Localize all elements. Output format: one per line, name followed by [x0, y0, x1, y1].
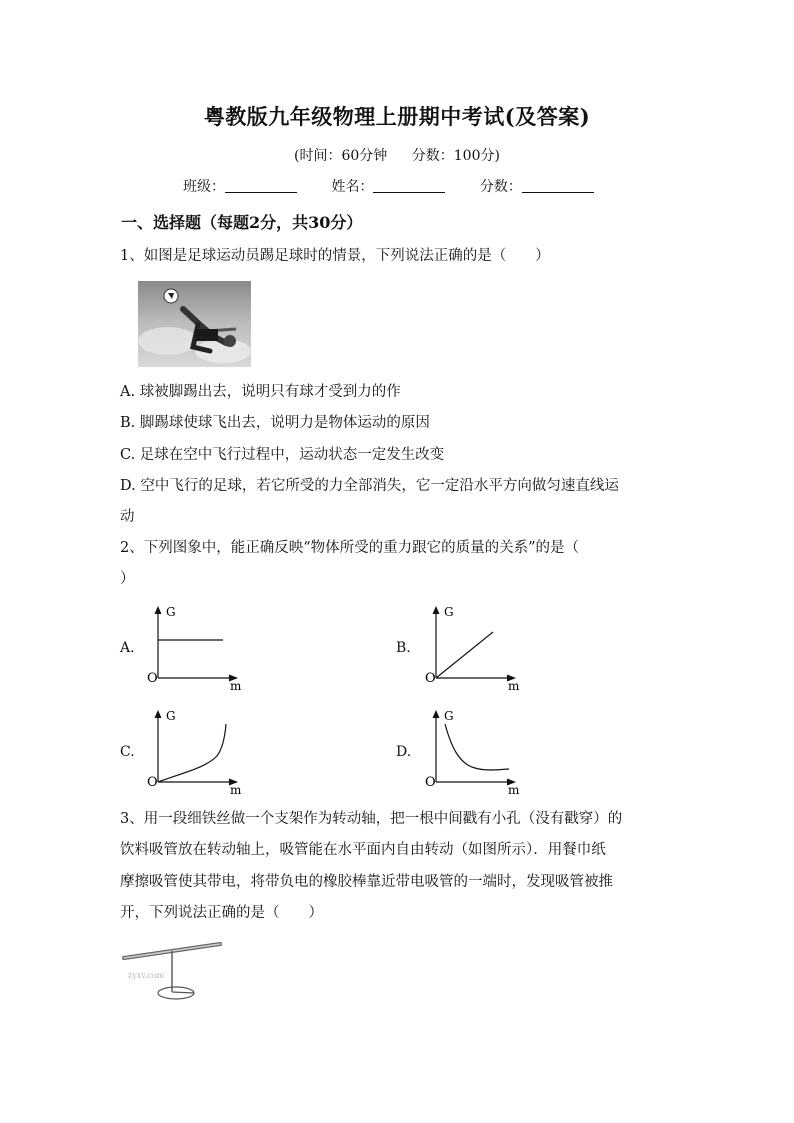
question-3-line-4: 开，下列说法正确的是（ ） — [120, 905, 323, 921]
q1-option-c: C. 足球在空中飞行过程中，运动状态一定发生改变 — [120, 447, 445, 463]
exam-score: 分数：100分) — [411, 148, 500, 164]
score-field — [480, 176, 594, 196]
question-2-text-cont: ） — [120, 571, 135, 587]
graph-a-ylabel: G — [166, 605, 176, 619]
exam-time: (时间：60分钟 — [294, 148, 388, 164]
name-label: 姓名： — [331, 179, 374, 195]
graph-a-origin: O — [147, 671, 158, 686]
q1-option-d: D. 空中飞行的足球，若它所受的力全部消失，它一定沿水平方向做匀速直线运 — [120, 478, 619, 494]
graph-b — [423, 602, 523, 694]
name-blank — [373, 178, 445, 193]
question-1-text: 1、如图是足球运动员踢足球时的情景，下列说法正确的是（ ） — [120, 248, 550, 264]
graph-a-xlabel: m — [230, 679, 242, 693]
graph-d-origin: O — [425, 775, 436, 790]
graph-b-xlabel: m — [508, 679, 520, 693]
watermark: zyxv.com — [128, 971, 165, 980]
section-title: 一、选择题（每题2分，共30分） — [121, 213, 363, 232]
score-blank — [522, 178, 594, 193]
graph-b-curve — [436, 632, 493, 678]
question-2-text: 2、下列图象中，能正确反映“物体所受的重力跟它的质量的关系”的是（ — [120, 540, 580, 556]
graph-a — [145, 602, 245, 694]
q1-option-d-cont: 动 — [120, 509, 135, 525]
graph-c-origin: O — [147, 775, 158, 790]
page-title: 粤教版九年级物理上册期中考试(及答案) — [203, 104, 591, 129]
graph-c-xlabel: m — [230, 783, 242, 797]
score-label: 分数： — [479, 179, 522, 195]
class-blank — [225, 178, 297, 193]
graph-b-ylabel: G — [444, 605, 454, 619]
graph-c-label: C. — [120, 744, 135, 760]
exam-meta — [0, 145, 794, 165]
graph-d — [423, 706, 523, 798]
graph-d-curve — [445, 724, 509, 770]
straw-apparatus-image — [120, 938, 230, 1004]
class-field — [183, 176, 297, 196]
graph-c — [145, 706, 245, 798]
soccer-player-image — [138, 281, 251, 367]
class-label: 班级： — [183, 179, 225, 195]
question-3-line-2: 饮料吸管放在转动轴上，吸管能在水平面内自由转动（如图所示）．用餐巾纸 — [120, 842, 606, 858]
graph-a-label: A. — [120, 640, 135, 656]
name-field — [331, 176, 445, 196]
question-3-line-1: 3、用一段细铁丝做一个支架作为转动轴，把一根中间戳有小孔（没有戳穿）的 — [120, 811, 623, 827]
graph-d-ylabel: G — [444, 709, 454, 723]
graph-b-label: B. — [396, 640, 411, 656]
graph-d-label: D. — [396, 744, 412, 760]
student-info — [183, 176, 624, 196]
graph-b-origin: O — [425, 671, 436, 686]
graph-c-curve — [158, 724, 226, 782]
q1-option-b: B. 脚踢球使球飞出去，说明力是物体运动的原因 — [120, 415, 430, 431]
q1-option-a: A. 球被脚踢出去，说明只有球才受到力的作 — [120, 384, 401, 400]
question-3-line-3: 摩擦吸管使其带电，将带负电的橡胶棒靠近带电吸管的一端时，发现吸管被推 — [120, 874, 613, 890]
graph-c-ylabel: G — [166, 709, 176, 723]
graph-d-xlabel: m — [508, 783, 520, 797]
